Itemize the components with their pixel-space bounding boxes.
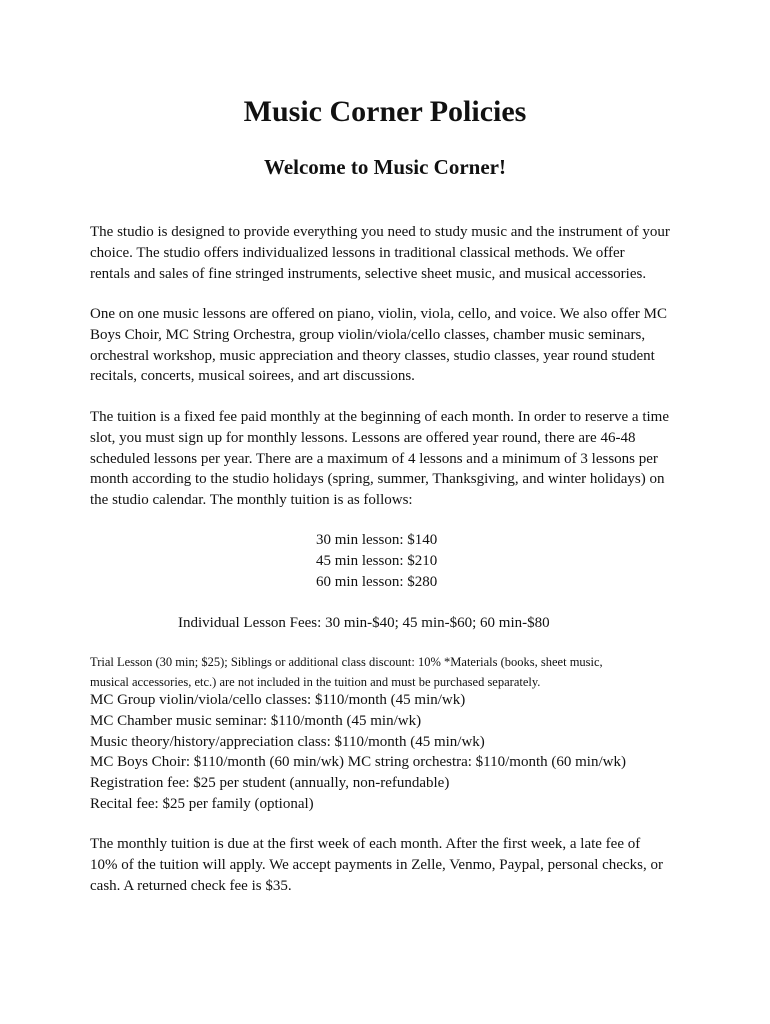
text-line: choice. The studio offers individualized lessons in traditional classical methods. We offer (90, 244, 625, 261)
text-line: cash. A returned check fee is $35. (90, 877, 292, 894)
text-line: The tuition is a fixed fee paid monthly at the beginning of each month. In order to reserve a time (90, 409, 669, 425)
text-line: scheduled lessons per year. There are a maximum of 4 lessons and a minimum of 3 lessons per (90, 450, 658, 467)
class-fee-item: Music theory/history/appreciation class: $110/month (45 min/wk) (90, 733, 485, 750)
text-line: month according to the studio holidays (spring, summer, Thanksgiving, and winter holidays) on (90, 471, 665, 488)
class-fee-item: MC Group violin/viola/cello classes: $110/month (45 min/wk) (90, 692, 466, 708)
document-title: Music Corner Policies (243, 95, 527, 128)
class-fee-item: MC Chamber music seminar: $110/month (45 min/wk) (90, 712, 422, 729)
text-line: slot, you must sign up for monthly lessons. Lessons are offered year round, there are 46-48 (90, 429, 636, 446)
tuition-paragraph (90, 407, 690, 511)
class-fee-item: Recital fee: $25 per family (optional) (90, 795, 314, 812)
intro-paragraph (90, 222, 690, 284)
tuition-item: 30 min lesson: $140 (316, 532, 438, 548)
text-line: recitals, concerts, musical soirees, and art discussions. (90, 368, 415, 385)
text-line: One on one music lessons are offered on piano, violin, viola, cello, and voice. We also offer MC (90, 306, 667, 322)
individual-lesson-fees: Individual Lesson Fees: 30 min-$40; 45 min-$60; 60 min-$80 (178, 615, 550, 631)
text-line: The monthly tuition is due at the first week of each month. After the first week, a late fee of (90, 836, 641, 852)
text-line: musical accessories, etc.) are not included in the tuition and must be purchased separately. (90, 675, 541, 689)
tuition-list (316, 530, 437, 592)
text-line: Boys Choir, MC String Orchestra, group violin/viola/cello classes, chamber music seminars, (90, 326, 646, 343)
text-line: The studio is designed to provide everything you need to study music and the instrument of your (90, 224, 670, 240)
text-line: Trial Lesson (30 min; $25); Siblings or additional class discount: 10% *Materials (books, sheet music, (90, 655, 603, 669)
class-fee-item: MC Boys Choir: $110/month (60 min/wk) MC string orchestra: $110/month (60 min/wk) (90, 754, 626, 771)
text-line: orchestral workshop, music appreciation and theory classes, studio classes, year round student (90, 347, 655, 364)
document-subtitle: Welcome to Music Corner! (263, 155, 506, 179)
lessons-paragraph (90, 304, 690, 387)
class-fee-item: Registration fee: $25 per student (annually, non-refundable) (90, 775, 450, 792)
text-line: 10% of the tuition will apply. We accept payments in Zelle, Venmo, Paypal, personal checks, or (90, 856, 663, 873)
text-line: rentals and sales of fine stringed instruments, selective sheet music, and musical accessories. (90, 265, 647, 282)
payment-paragraph (90, 834, 690, 896)
tuition-item: 60 min lesson: $280 (316, 573, 438, 590)
trial-lesson-note (90, 652, 603, 692)
class-fee-list (90, 690, 626, 815)
text-line: the studio calendar. The monthly tuition is as follows: (90, 492, 413, 509)
tuition-item: 45 min lesson: $210 (316, 552, 438, 569)
